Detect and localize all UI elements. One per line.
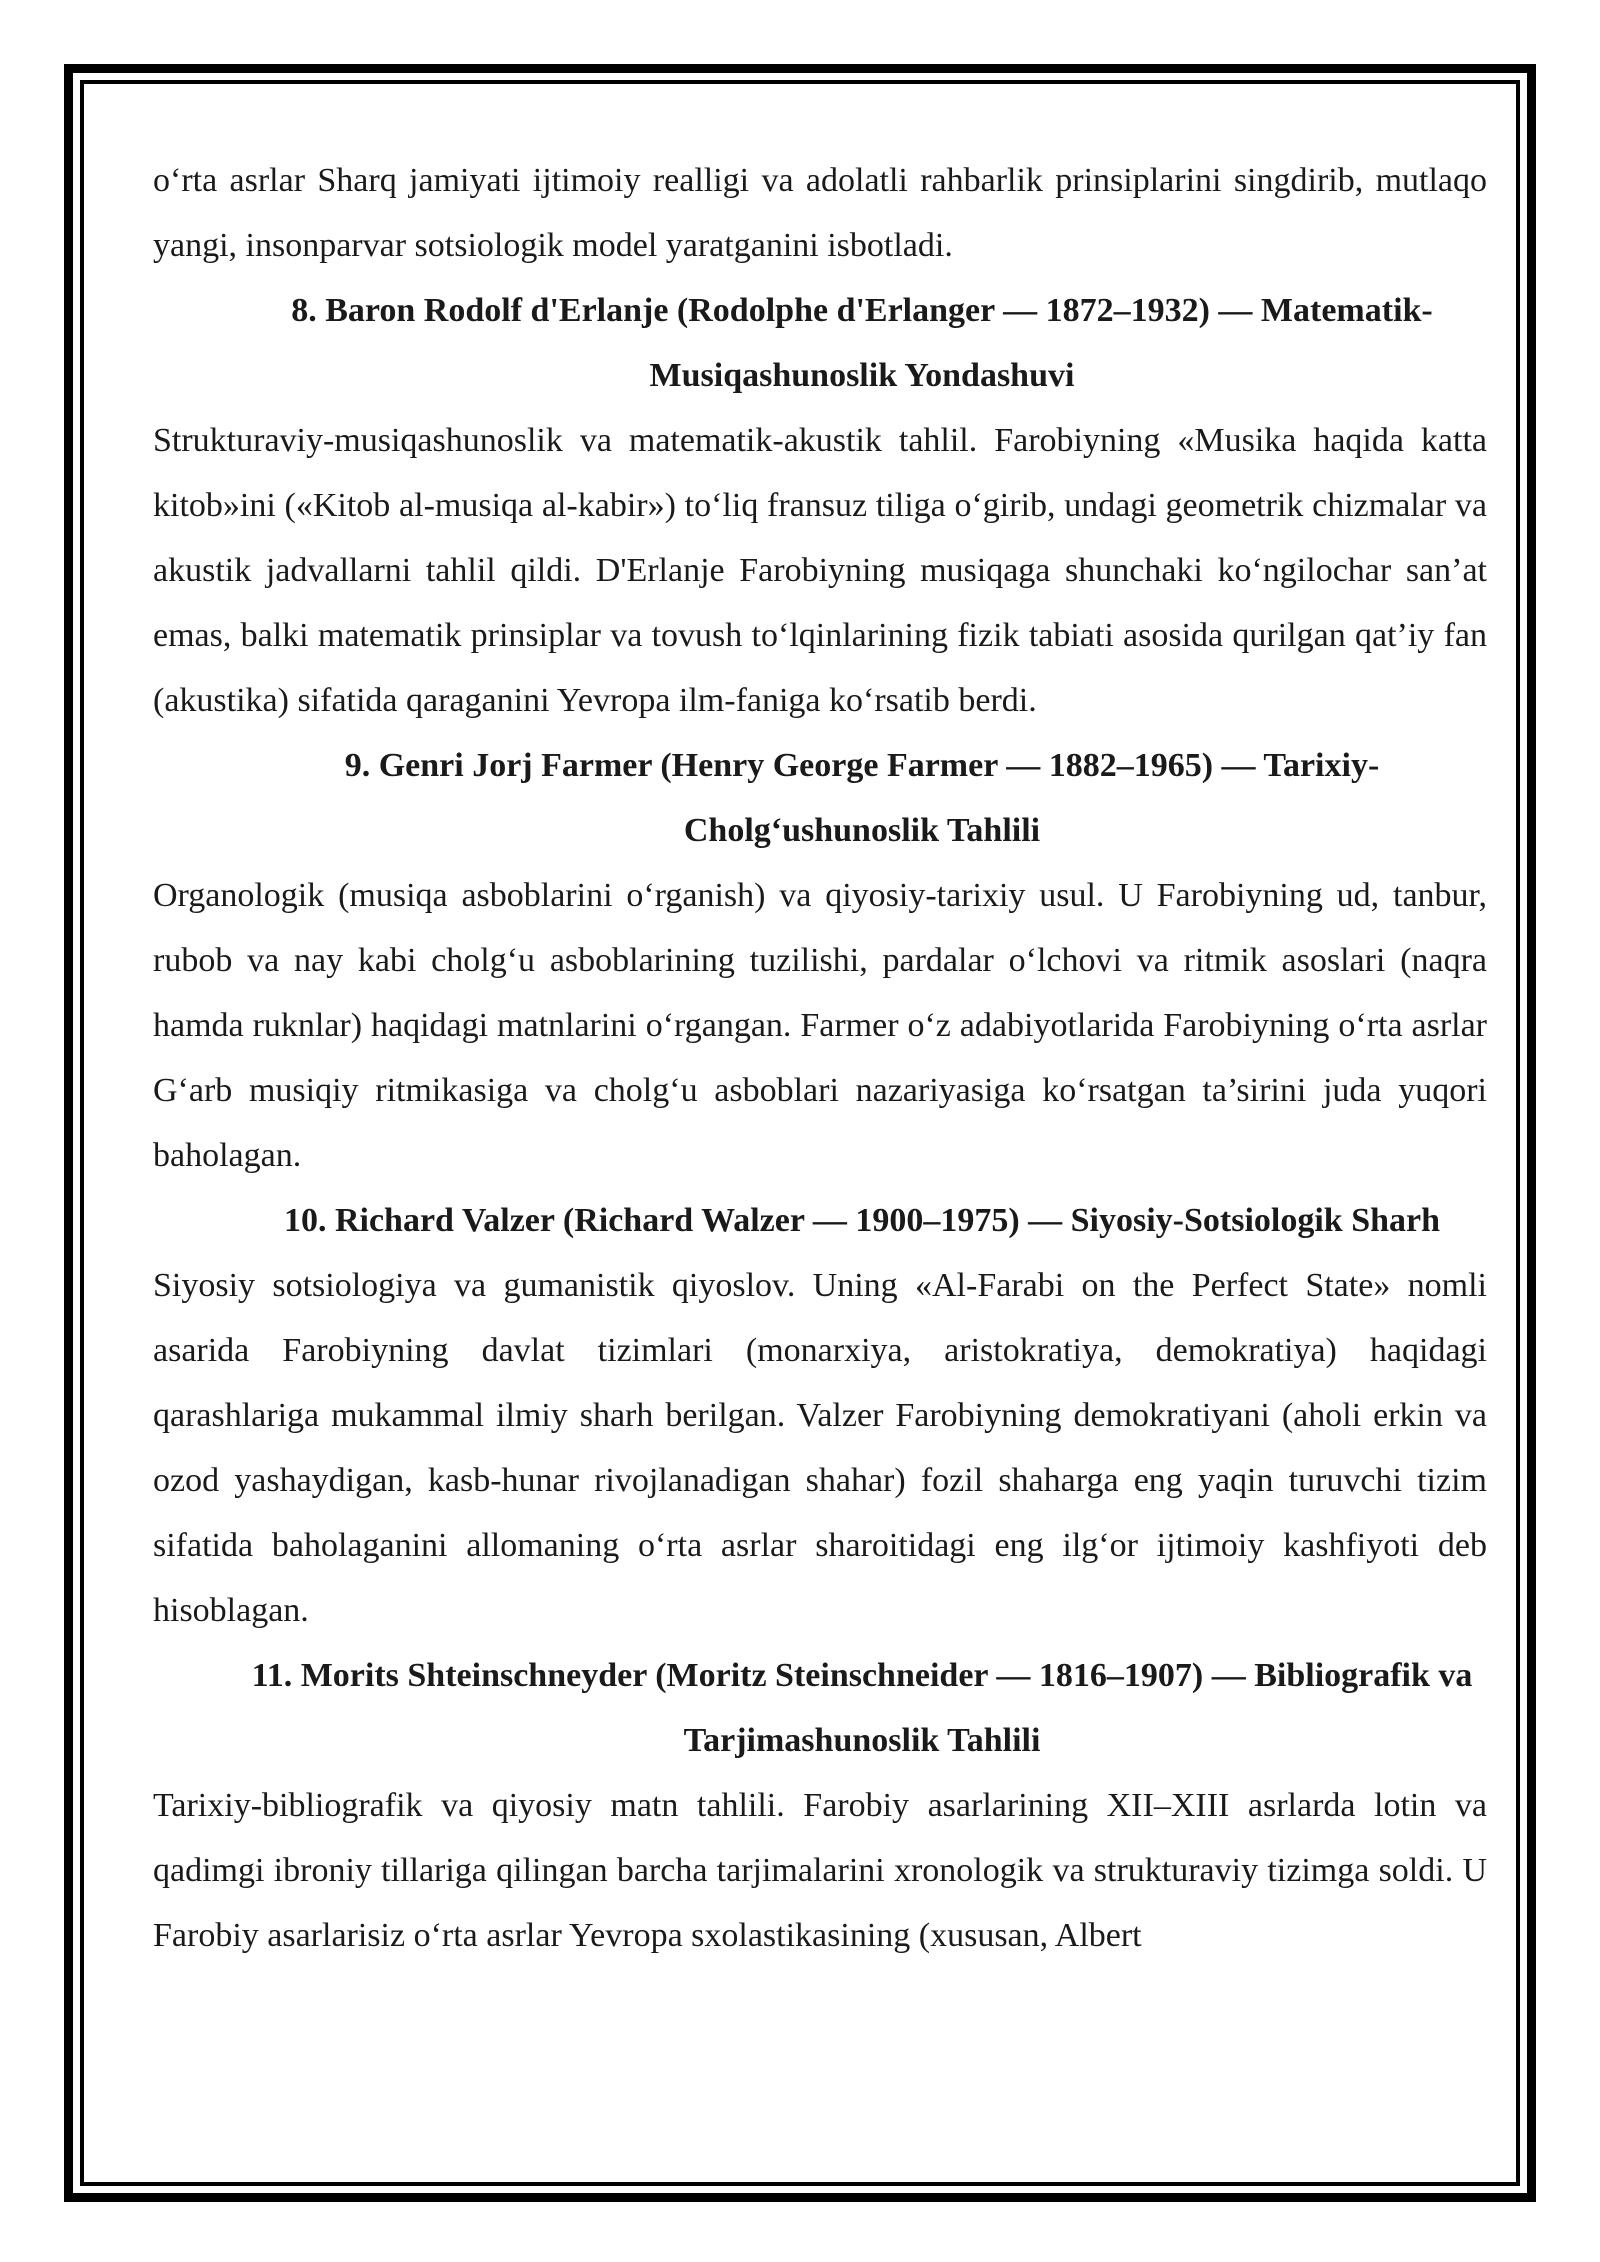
heading-erlanger: 8. Baron Rodolf d'Erlanje (Rodolphe d'Erlanger — 1872–1932) — Matematik-Musiqashunoslik Yondashuvi (291, 292, 1433, 394)
paragraph-steinschneider: Tarixiy-bibliografik va qiyosiy matn tahlili. Farobiy asarlarining XII–XIII asrlarda lotin va qadimgi ibroniy tillariga qilingan barcha tarjimalarini xronologik va strukturaviy tizimga soldi. U Farobiy asarlarisiz o‘rta asrlar Yevropa sxolastikasining (xususan, Albert (153, 1787, 1487, 1954)
heading-farmer: 9. Genri Jorj Farmer (Henry George Farmer — 1882–1965) — Tarixiy-Cholg‘ushunoslik Tahlili (344, 747, 1380, 849)
paragraph-erlanger: Strukturaviy-musiqashunoslik va matematik-akustik tahlil. Farobiyning «Musika haqida katta kitob»ini («Kitob al-musiqa al-kabir») to‘liq fransuz tiliga o‘girib, undagi geometrik chizmalar va akustik jadvallarni tahlil qildi. D'Erlanje Farobiyning musiqaga shunchaki ko‘ngilochar san’at emas, balki matematik prinsiplar va tovush to‘lqinlarining fizik tabiati asosida qurilgan qat’iy fan (akustika) sifatida qaraganini Yevropa ilm-faniga ko‘rsatib berdi. (153, 422, 1487, 719)
heading-steinschneider: 11. Morits Shteinschneyder (Moritz Steinschneider — 1816–1907) — Bibliografik va Tarjimashunoslik Tahlili (251, 1657, 1473, 1759)
heading-walzer: 10. Richard Valzer (Richard Walzer — 1900–1975) — Siyosiy-Sotsiologik Sharh (283, 1202, 1441, 1239)
paragraph-farmer: Organologik (musiqa asboblarini o‘rganish) va qiyosiy-tarixiy usul. U Farobiyning ud, tanbur, rubob va nay kabi cholg‘u asboblarining tuzilishi, pardalar o‘lchovi va ritmik asoslari (naqra hamda ruknlar) haqidagi matnlarini o‘rgangan. Farmer o‘z adabiyotlarida Farobiyning o‘rta asrlar G‘arb musiqiy ritmikasiga va cholg‘u asboblari nazariyasiga ko‘rsatgan ta’sirini juda yuqori baholagan. (153, 877, 1487, 1174)
page-content (153, 148, 1487, 1968)
paragraph-walzer: Siyosiy sotsiologiya va gumanistik qiyoslov. Uning «Al-Farabi on the Perfect State» nomli asarida Farobiyning davlat tizimlari (monarxiya, aristokratiya, demokratiya) haqidagi qarashlariga mukammal ilmiy sharh berilgan. Valzer Farobiyning demokratiyani (aholi erkin va ozod yashaydigan, kasb-hunar rivojlanadigan shahar) fozil shaharga eng yaqin turuvchi tizim sifatida baholaganini allomaning o‘rta asrlar sharoitidagi eng ilg‘or ijtimoiy kashfiyoti deb hisoblagan. (153, 1267, 1487, 1629)
paragraph-sotsiologik-model: o‘rta asrlar Sharq jamiyati ijtimoiy realligi va adolatli rahbarlik prinsiplarini singdirib, mutlaqo yangi, insonparvar sotsiologik model yaratganini isbotladi. (153, 162, 1487, 264)
